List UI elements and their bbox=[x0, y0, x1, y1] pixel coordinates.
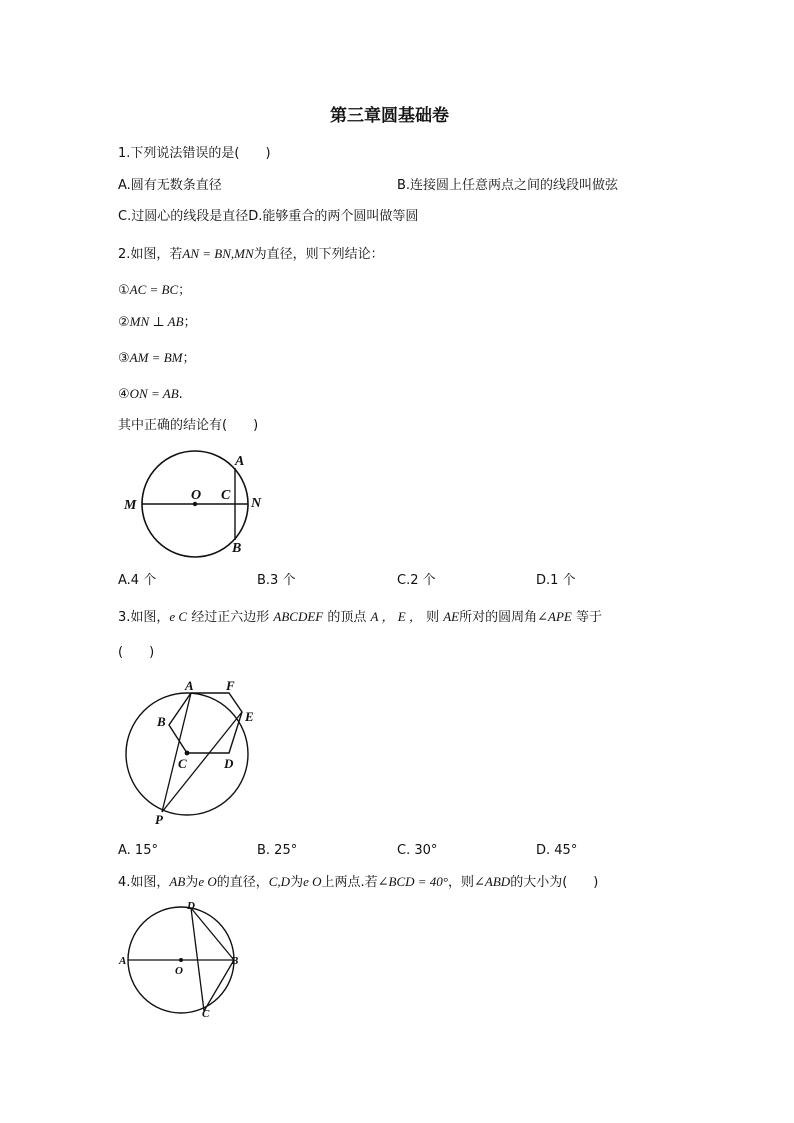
q2-item-2-math: MN ⊥ AB bbox=[129, 314, 184, 329]
q2-stem-prefix: 2.如图，若 bbox=[118, 247, 183, 262]
q2-item-3-math: AM = BM bbox=[129, 350, 183, 365]
q3-stem-mid: 经过正六边形 bbox=[191, 610, 270, 625]
q4-stem bbox=[118, 874, 598, 891]
q3-label-d: D bbox=[224, 756, 234, 771]
q2-stem-math: AN = BN,MN bbox=[182, 246, 254, 261]
q2-item-1 bbox=[118, 282, 191, 299]
q2-item-4-end: . bbox=[178, 387, 183, 402]
q3-option-d: D. 45° bbox=[536, 843, 578, 858]
q2-label-b: B bbox=[232, 541, 242, 556]
q2-stem-suffix: 为直径，则下列结论： bbox=[253, 247, 384, 262]
q3-stem-then: 则 bbox=[426, 610, 440, 625]
q3-label-c: C bbox=[178, 756, 187, 771]
q2-option-c: C.2 个 bbox=[397, 573, 436, 588]
q4-stem-t4: 上两点.若 bbox=[321, 875, 378, 890]
q3-stem-end: 等于 bbox=[576, 610, 603, 625]
q2-item-2-end: ； bbox=[183, 315, 197, 330]
q3-label-e: E bbox=[245, 709, 254, 724]
q3-label-p: P bbox=[155, 812, 163, 827]
q4-stem-angle-2: ∠ABD bbox=[474, 874, 511, 889]
q1-option-b: B.连接圆上任意两点之间的线段叫做弦 bbox=[397, 178, 619, 193]
q1-option-d: D.能够重合的两个圆叫做等圆 bbox=[248, 209, 419, 224]
q3-stem-arc: AE bbox=[443, 609, 460, 624]
q4-label-a: A bbox=[119, 955, 127, 967]
q2-item-2-num: ② bbox=[118, 315, 130, 330]
q3-option-a: A. 15° bbox=[118, 843, 158, 858]
q2-item-4-math: ON = AB bbox=[129, 386, 179, 401]
q4-stem-t3: 为 bbox=[290, 875, 304, 890]
q1-option-a: A.圆有无数条直径 bbox=[118, 178, 222, 193]
q2-item-2 bbox=[118, 314, 197, 331]
q3-label-b: B bbox=[157, 714, 166, 729]
q3-stem-prefix: 3.如图， bbox=[118, 610, 170, 625]
q3-stem-hexagon: ABCDEF bbox=[273, 609, 324, 624]
q3-hexagon bbox=[169, 693, 242, 753]
q2-item-3-num: ③ bbox=[118, 351, 130, 366]
q3-stem-vertex: 的顶点 bbox=[327, 610, 367, 625]
q1-option-cd bbox=[118, 209, 418, 225]
q4-stem-t6: 的大小为( ) bbox=[510, 875, 599, 890]
q3-center-point bbox=[185, 751, 190, 756]
q3-stem-circle: e C bbox=[169, 609, 188, 624]
q4-stem-t1: 为 bbox=[185, 875, 199, 890]
q2-figure bbox=[118, 448, 278, 560]
q4-label-o: O bbox=[175, 965, 183, 977]
q4-chord-cb bbox=[204, 960, 234, 1011]
q4-center-point bbox=[179, 958, 183, 962]
q3-stem-points: A ， E ， bbox=[370, 609, 422, 624]
q4-stem-ab: AB bbox=[169, 874, 186, 889]
q2-option-a: A.4 个 bbox=[118, 573, 157, 588]
q2-item-3 bbox=[118, 350, 195, 367]
page-title: 第三章圆基础卷 bbox=[330, 106, 449, 126]
q2-item-1-math: AC = BC bbox=[129, 282, 179, 297]
q4-stem-cd: C,D bbox=[268, 874, 291, 889]
q4-figure bbox=[118, 898, 248, 1020]
q2-option-d: D.1 个 bbox=[536, 573, 576, 588]
q2-item-4 bbox=[118, 386, 183, 403]
q2-option-b: B.3 个 bbox=[257, 573, 296, 588]
q2-label-m: M bbox=[124, 498, 137, 513]
q2-label-o: O bbox=[191, 488, 202, 503]
q3-label-a: A bbox=[185, 678, 194, 693]
q4-stem-angle: ∠BCD = 40° bbox=[377, 874, 449, 889]
q3-figure bbox=[118, 674, 268, 827]
q2-label-a: A bbox=[235, 454, 245, 469]
q3-label-f: F bbox=[226, 678, 235, 693]
q4-stem-t2: 的直径， bbox=[216, 875, 269, 890]
q2-stem bbox=[118, 246, 384, 263]
q4-stem-t5: ，则 bbox=[448, 875, 475, 890]
q2-item-3-end: ； bbox=[182, 351, 196, 366]
q4-stem-circle-1: e O bbox=[198, 874, 217, 889]
q2-question: 其中正确的结论有( ) bbox=[118, 418, 259, 433]
q4-label-d: D bbox=[187, 900, 195, 912]
q3-paren: ( ) bbox=[118, 645, 155, 660]
q1-option-c: C.过圆心的线段是直径 bbox=[118, 209, 249, 224]
q1-stem: 1.下列说法错误的是( ) bbox=[118, 146, 271, 161]
q4-stem-prefix: 4.如图， bbox=[118, 875, 170, 890]
q2-label-c: C bbox=[221, 488, 231, 503]
q3-stem-angle: ∠APE bbox=[537, 609, 572, 624]
q3-stem-angle-text: 所对的圆周角 bbox=[459, 610, 538, 625]
q3-option-b: B. 25° bbox=[257, 843, 298, 858]
q3-option-c: C. 30° bbox=[397, 843, 438, 858]
q2-item-4-num: ④ bbox=[118, 387, 130, 402]
q4-label-b: B bbox=[231, 955, 239, 967]
q4-stem-circle-2: e O bbox=[303, 874, 322, 889]
q3-stem bbox=[118, 609, 602, 626]
q2-label-n: N bbox=[251, 496, 262, 511]
q2-item-1-num: ① bbox=[118, 283, 130, 298]
q2-item-1-end: ； bbox=[178, 283, 192, 298]
q4-label-c: C bbox=[202, 1008, 210, 1020]
